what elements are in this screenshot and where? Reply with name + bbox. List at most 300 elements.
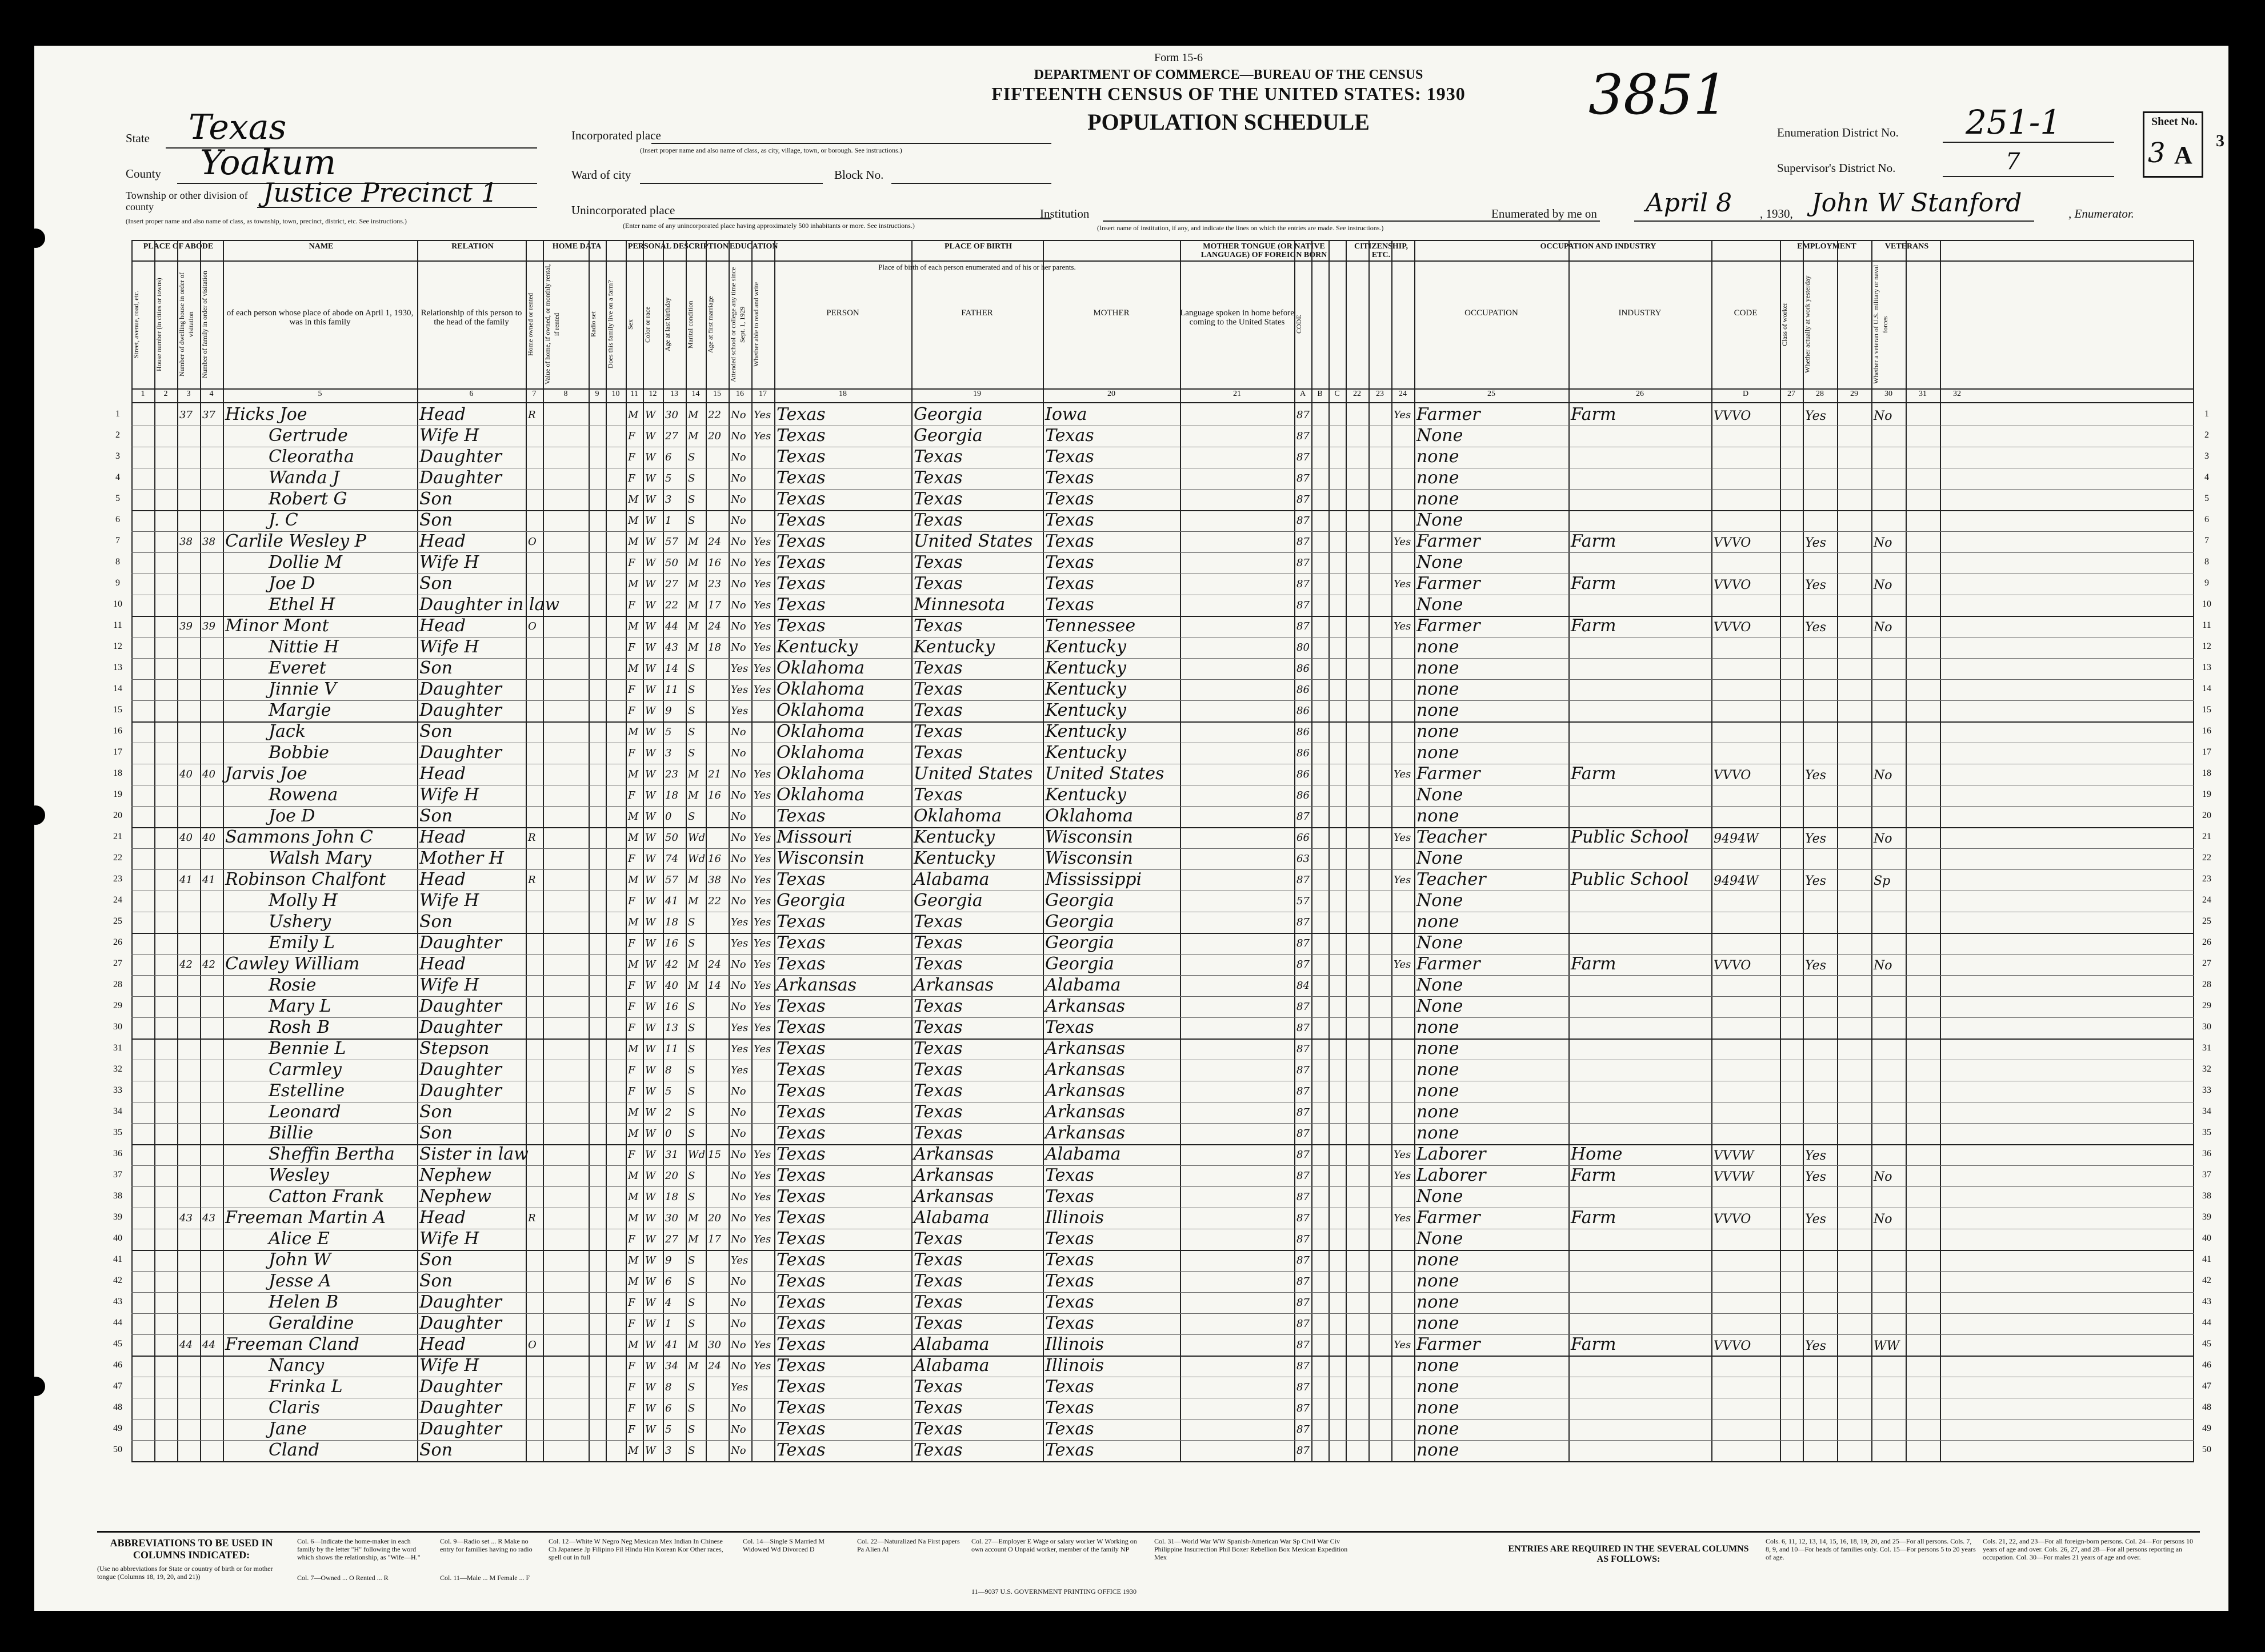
- cell-dw: 38: [179, 536, 193, 548]
- line-number: 50: [113, 1445, 122, 1454]
- cell-occ: Teacher: [1416, 827, 1486, 847]
- cell-wk: Yes: [1805, 832, 1826, 846]
- cell-name: Wanda J: [269, 468, 340, 488]
- cell-fpob: Texas: [914, 574, 963, 594]
- line-number: 24: [113, 895, 122, 905]
- cell-age: 27: [665, 1233, 678, 1245]
- col6-note: Col. 6—Indicate the home-maker in each family by the letter "H" following the word which shows the relationship, as "Wife—H.": [297, 1537, 421, 1561]
- column-number: 8: [563, 390, 568, 398]
- cell-pob: Texas: [777, 1377, 826, 1397]
- cell-occ: None: [1416, 975, 1463, 995]
- cell-occ: None: [1416, 426, 1463, 446]
- cell-occ: None: [1416, 848, 1463, 868]
- cell-sch: No: [731, 811, 746, 823]
- column-rule: [706, 240, 707, 1462]
- cell-age: 74: [665, 853, 678, 865]
- cell-ind: Public School: [1571, 869, 1689, 889]
- district-label: Enumeration District No.: [1777, 126, 1899, 139]
- cell-mpob: Kentucky: [1045, 658, 1126, 678]
- cell-sex: F: [628, 1085, 635, 1097]
- cell-code: 87: [1296, 1128, 1310, 1140]
- cell-sch: No: [731, 768, 746, 780]
- cell-sex: M: [628, 536, 639, 548]
- line-number-right: 16: [2202, 726, 2211, 736]
- column-rule: [1328, 240, 1330, 1462]
- cell-rel: Head: [419, 1334, 466, 1354]
- enumeration-year: , 1930,: [1760, 207, 1793, 220]
- column-heading-farm: Does this family live on a farm?: [606, 280, 614, 369]
- cell-dw: 37: [179, 409, 193, 421]
- column-heading-class: Class of worker: [1780, 303, 1788, 346]
- group-heading: NAME: [223, 242, 418, 251]
- cell-rd: Yes: [754, 1233, 771, 1245]
- cell-rel: Son: [419, 1102, 453, 1122]
- line-number-right: 9: [2204, 578, 2209, 588]
- cell-occ: None: [1416, 595, 1463, 615]
- cell-pob: Texas: [777, 933, 826, 953]
- cell-mpob: Kentucky: [1045, 637, 1126, 657]
- row-rule: [131, 1461, 2194, 1462]
- cell-name: Gertrude: [269, 426, 348, 446]
- cell-mpob: Texas: [1045, 510, 1094, 530]
- cell-ocode: VVVW: [1714, 1149, 1754, 1163]
- cell-pob: Texas: [777, 1313, 826, 1333]
- line-number-right: 49: [2202, 1424, 2211, 1433]
- cell-name: Jack: [269, 721, 306, 741]
- punch-hole: [26, 805, 45, 825]
- cell-mpob: Texas: [1045, 1419, 1094, 1439]
- cell-mar: M: [688, 959, 699, 971]
- cell-ind: Farm: [1571, 404, 1616, 424]
- cell-own: R: [528, 409, 536, 421]
- cell-occ: Farmer: [1416, 1208, 1480, 1228]
- cell-rel: Mother H: [419, 848, 504, 868]
- cell-cit: Yes: [1394, 959, 1411, 971]
- cell-rel: Son: [419, 510, 453, 530]
- col12-note: Col. 12—White W Negro Neg Mexican Mex Indian In Chinese Ch Japanese Jp Filipino Fil Hindu Hin Korean Kor Other races, spell out in full: [549, 1537, 723, 1561]
- column-heading-street: Street, avenue, road, etc.: [132, 290, 140, 359]
- column-number: B: [1317, 390, 1323, 398]
- cell-sex: F: [628, 1402, 635, 1414]
- cell-vet: No: [1874, 409, 1892, 423]
- cell-sch: No: [731, 1191, 746, 1203]
- cell-occ: none: [1416, 1102, 1459, 1122]
- cell-rel: Daughter: [419, 700, 502, 720]
- cell-age: 0: [665, 811, 672, 823]
- group-heading: HOME DATA: [526, 242, 627, 251]
- cell-code: 86: [1296, 705, 1310, 717]
- cell-code: 86: [1296, 726, 1310, 738]
- cell-age: 1: [665, 515, 672, 527]
- district-line: [1943, 142, 2114, 143]
- line-number: 28: [113, 980, 122, 989]
- line-number: 19: [113, 789, 122, 799]
- line-number: 47: [113, 1381, 122, 1391]
- cell-sch: No: [731, 1212, 746, 1224]
- cell-race: W: [645, 1043, 656, 1055]
- cell-code: 86: [1296, 747, 1310, 759]
- cell-occ: none: [1416, 637, 1459, 657]
- cell-vet: No: [1874, 578, 1892, 592]
- cell-name: Nittie H: [269, 637, 339, 657]
- column-heading-person: PERSON: [826, 308, 859, 318]
- cell-age: 6: [665, 1402, 672, 1414]
- cell-age: 8: [665, 1381, 672, 1393]
- cell-age: 50: [665, 557, 678, 569]
- cell-mpob: Arkansas: [1045, 1081, 1126, 1101]
- cell-name: Frinka L: [269, 1377, 343, 1397]
- cell-rd: Yes: [754, 853, 771, 865]
- cell-rel: Head: [419, 764, 466, 784]
- cell-code: 63: [1296, 853, 1310, 865]
- line-number-right: 17: [2202, 747, 2211, 757]
- cell-sch: Yes: [731, 705, 749, 717]
- cell-occ: none: [1416, 806, 1459, 826]
- cell-fpob: Texas: [914, 1038, 963, 1058]
- cell-sch: No: [731, 1233, 746, 1245]
- cell-race: W: [645, 874, 656, 886]
- cell-pob: Texas: [777, 1060, 826, 1080]
- cell-ind: Farm: [1571, 1208, 1616, 1228]
- column-rule: [1311, 240, 1312, 1462]
- cell-mar: S: [688, 663, 695, 675]
- cell-sex: F: [628, 557, 635, 569]
- column-rule: [1837, 240, 1838, 1462]
- cell-race: W: [645, 1149, 656, 1161]
- cell-rel: Daughter: [419, 1292, 502, 1312]
- cell-occ: none: [1416, 1292, 1459, 1312]
- cell-name: Freeman Martin A: [225, 1208, 386, 1228]
- column-number: 17: [759, 390, 767, 398]
- column-rule: [1871, 240, 1872, 1462]
- column-heading-marital: Marital condition: [686, 300, 694, 348]
- cell-rd: Yes: [754, 409, 771, 421]
- cell-pob: Texas: [777, 447, 826, 467]
- cell-occ: Laborer: [1416, 1165, 1486, 1185]
- cell-mar: S: [688, 1064, 695, 1076]
- cell-race: W: [645, 1106, 656, 1118]
- cell-mar: M: [688, 1233, 699, 1245]
- cell-pob: Texas: [777, 1250, 826, 1270]
- cell-race: W: [645, 747, 656, 759]
- line-number: 37: [113, 1170, 122, 1180]
- cell-age: 44: [665, 620, 678, 632]
- column-heading-language: Language spoken in home before coming to the United States: [1180, 308, 1294, 327]
- column-number: 25: [1487, 390, 1495, 398]
- cell-occ: none: [1416, 1250, 1459, 1270]
- cell-sex: F: [628, 684, 635, 696]
- cell-name: Carmley: [269, 1060, 342, 1080]
- column-number: 7: [532, 390, 537, 398]
- cell-mpob: Texas: [1045, 1377, 1094, 1397]
- cell-ind: Public School: [1571, 827, 1689, 847]
- cell-age: 27: [665, 578, 678, 590]
- cell-pob: Texas: [777, 616, 826, 636]
- cell-sch: No: [731, 557, 746, 569]
- cell-occ: none: [1416, 700, 1459, 720]
- cell-pob: Texas: [777, 404, 826, 424]
- cell-wk: Yes: [1805, 1149, 1826, 1163]
- cell-fm-age: 24: [708, 620, 721, 632]
- cell-fpob: Arkansas: [914, 1165, 994, 1185]
- column-heading-name: of each person whose place of abode on April 1, 1930, was in this family: [226, 308, 414, 327]
- column-number: C: [1334, 390, 1340, 398]
- cell-mar: M: [688, 578, 699, 590]
- cell-occ: none: [1416, 1017, 1459, 1037]
- abbrev-title: ABBREVIATIONS TO BE USED IN COLUMNS INDICATED:: [110, 1537, 273, 1561]
- line-number-right: 10: [2202, 599, 2211, 609]
- cell-pob: Texas: [777, 426, 826, 446]
- cell-race: W: [645, 959, 656, 971]
- column-heading-age-married: Age at first marriage: [706, 296, 714, 353]
- column-number: 26: [1636, 390, 1644, 398]
- cell-age: 5: [665, 1424, 672, 1436]
- cell-mpob: United States: [1045, 764, 1164, 784]
- cell-sex: F: [628, 980, 635, 992]
- cell-fm-age: 14: [708, 980, 721, 992]
- cell-sch: No: [731, 1149, 746, 1161]
- cell-sch: No: [731, 1297, 746, 1309]
- cell-fpob: Alabama: [914, 1334, 990, 1354]
- cell-rd: Yes: [754, 599, 771, 611]
- cell-wk: Yes: [1805, 536, 1826, 550]
- cell-sch: Yes: [731, 663, 749, 675]
- sheet-label: Sheet No.: [2151, 115, 2198, 128]
- col22-note: Col. 22—Naturalized Na First papers Pa Alien Al: [857, 1537, 960, 1553]
- enumerated-label: Enumerated by me on: [1491, 207, 1597, 220]
- cell-fpob: Texas: [914, 1060, 963, 1080]
- cell-sch: No: [731, 832, 746, 844]
- cell-name: Minor Mont: [225, 616, 329, 636]
- line-number: 27: [113, 959, 122, 968]
- cell-rel: Head: [419, 1208, 466, 1228]
- cell-wk: Yes: [1805, 578, 1826, 592]
- cell-sch: No: [731, 1402, 746, 1414]
- cell-sch: No: [731, 641, 746, 653]
- cell-age: 6: [665, 451, 672, 463]
- cell-fm-age: 17: [708, 1233, 721, 1245]
- cell-rd: Yes: [754, 578, 771, 590]
- cell-code: 87: [1296, 1212, 1310, 1224]
- cell-name: Freeman Cland: [225, 1334, 359, 1354]
- cell-mpob: Illinois: [1045, 1356, 1105, 1376]
- cell-fpob: Texas: [914, 912, 963, 932]
- cell-rel: Wife H: [419, 785, 479, 805]
- cell-wk: Yes: [1805, 409, 1826, 423]
- cell-name: Rosh B: [269, 1017, 330, 1037]
- cell-fpob: Texas: [914, 1271, 963, 1291]
- cell-sex: M: [628, 1212, 639, 1224]
- cell-occ: None: [1416, 891, 1463, 911]
- cell-rd: Yes: [754, 557, 771, 569]
- cell-sch: No: [731, 536, 746, 548]
- supervisor-label: Supervisor's District No.: [1777, 161, 1896, 175]
- line-number-right: 42: [2202, 1276, 2211, 1285]
- cell-vet: No: [1874, 768, 1892, 783]
- cell-sch: Yes: [731, 1254, 749, 1266]
- cell-rel: Head: [419, 869, 466, 889]
- cell-rel: Son: [419, 574, 453, 594]
- cell-pob: Oklahoma: [777, 743, 865, 763]
- cell-sex: F: [628, 1381, 635, 1393]
- cell-mpob: Texas: [1045, 531, 1094, 551]
- cell-rel: Son: [419, 489, 453, 509]
- cell-name: Mary L: [269, 996, 331, 1016]
- cell-name: Rowena: [269, 785, 338, 805]
- stamp-number: 3851: [1588, 63, 1728, 127]
- line-number: 44: [113, 1318, 122, 1328]
- cell-cit: Yes: [1394, 578, 1411, 590]
- cell-sch: No: [731, 1085, 746, 1097]
- cell-race: W: [645, 1318, 656, 1330]
- cell-pob: Texas: [777, 1356, 826, 1376]
- cell-mpob: Kentucky: [1045, 721, 1126, 741]
- line-number: 48: [113, 1402, 122, 1412]
- cell-occ: none: [1416, 658, 1459, 678]
- cell-fpob: Texas: [914, 447, 963, 467]
- column-rule: [526, 240, 527, 1462]
- cell-mar: S: [688, 1254, 695, 1266]
- cell-name: John W: [269, 1250, 331, 1270]
- cell-age: 16: [665, 1001, 678, 1013]
- cell-sex: F: [628, 1001, 635, 1013]
- cell-rel: Daughter: [419, 679, 502, 699]
- cell-sch: No: [731, 599, 746, 611]
- cell-rel: Daughter: [419, 1398, 502, 1418]
- cell-rel: Daughter: [419, 1419, 502, 1439]
- cell-age: 13: [665, 1022, 678, 1034]
- cell-race: W: [645, 768, 656, 780]
- cell-occ: none: [1416, 489, 1459, 509]
- column-number: 32: [1953, 390, 1961, 398]
- cell-code: 87: [1296, 515, 1310, 527]
- cell-mar: S: [688, 1022, 695, 1034]
- cell-age: 18: [665, 916, 678, 928]
- cell-vet: No: [1874, 959, 1892, 973]
- cell-sex: F: [628, 599, 635, 611]
- cell-mpob: Texas: [1045, 1313, 1094, 1333]
- column-number: A: [1299, 390, 1306, 398]
- cell-sch: No: [731, 494, 746, 506]
- cell-ocode: 9494W: [1714, 874, 1759, 888]
- cell-mpob: Arkansas: [1045, 1123, 1126, 1143]
- cell-own: R: [528, 832, 536, 844]
- cell-sex: M: [628, 1339, 639, 1351]
- line-number: 16: [113, 726, 122, 736]
- cell-age: 5: [665, 726, 672, 738]
- column-heading-mother: MOTHER: [1093, 308, 1130, 318]
- cell-rel: Daughter: [419, 1377, 502, 1397]
- cell-code: 87: [1296, 1339, 1310, 1351]
- cell-mar: S: [688, 472, 695, 484]
- cell-mpob: Illinois: [1045, 1208, 1105, 1228]
- cell-sex: M: [628, 620, 639, 632]
- cell-age: 30: [665, 1212, 678, 1224]
- township-label: Township or other division of county: [126, 190, 248, 212]
- cell-code: 57: [1296, 895, 1310, 907]
- cell-mar: M: [688, 641, 699, 653]
- cell-name: Ethel H: [269, 595, 335, 615]
- cell-mpob: Kentucky: [1045, 700, 1126, 720]
- cell-vet: No: [1874, 1212, 1892, 1226]
- entries-a: Cols. 6, 11, 12, 13, 14, 15, 16, 18, 19, 20, and 25—For all persons. Cols. 7, 8, 9, and 10—For heads of families only. Col. 15—For persons 5 to 20 years of age.: [1766, 1537, 1976, 1561]
- column-heading-industry: INDUSTRY: [1618, 308, 1662, 318]
- cell-pob: Texas: [777, 1398, 826, 1418]
- cell-age: 11: [665, 684, 678, 696]
- cell-ind: Farm: [1571, 531, 1616, 551]
- cell-rd: Yes: [754, 937, 771, 949]
- column-number: 23: [1376, 390, 1384, 398]
- cell-rel: Daughter: [419, 1313, 502, 1333]
- cell-mpob: Texas: [1045, 1250, 1094, 1270]
- cell-pob: Arkansas: [777, 975, 857, 995]
- cell-ind: Farm: [1571, 1165, 1616, 1185]
- cell-sch: No: [731, 1128, 746, 1140]
- cell-name: Helen B: [269, 1292, 339, 1312]
- line-number: 43: [113, 1297, 122, 1306]
- cell-fpob: Texas: [914, 1440, 963, 1460]
- column-rule: [177, 240, 178, 1462]
- cell-race: W: [645, 1191, 656, 1203]
- cell-mar: M: [688, 536, 699, 548]
- cell-mpob: Texas: [1045, 1186, 1094, 1206]
- county-label: County: [126, 167, 161, 181]
- cell-race: W: [645, 1381, 656, 1393]
- cell-rd: Yes: [754, 1149, 771, 1161]
- line-number-right: 41: [2202, 1254, 2211, 1264]
- line-number: 35: [113, 1128, 122, 1137]
- cell-sch: No: [731, 895, 746, 907]
- cell-vet: No: [1874, 620, 1892, 635]
- cell-name: Jarvis Joe: [225, 764, 307, 784]
- cell-pob: Texas: [777, 912, 826, 932]
- cell-mar: Wd: [688, 832, 706, 844]
- cell-rd: Yes: [754, 663, 771, 675]
- cell-vet: WW: [1874, 1339, 1900, 1353]
- line-number-right: 40: [2202, 1233, 2211, 1243]
- cell-fpob: Georgia: [914, 404, 983, 424]
- column-heading-occupation: OCCUPATION: [1464, 308, 1518, 318]
- cell-race: W: [645, 1445, 656, 1457]
- group-heading: PLACE OF BIRTH: [774, 242, 1181, 251]
- cell-fm: 39: [202, 620, 215, 632]
- cell-race: W: [645, 789, 656, 801]
- cell-age: 40: [665, 980, 678, 992]
- cell-race: W: [645, 1402, 656, 1414]
- column-rule: [729, 240, 730, 1462]
- cell-age: 23: [665, 768, 678, 780]
- cell-fpob: Texas: [914, 658, 963, 678]
- cell-wk: Yes: [1805, 1170, 1826, 1184]
- cell-mpob: Georgia: [1045, 912, 1114, 932]
- cell-mar: M: [688, 1339, 699, 1351]
- cell-mpob: Georgia: [1045, 933, 1114, 953]
- cell-name: Everet: [269, 658, 326, 678]
- cell-code: 87: [1296, 1402, 1310, 1414]
- cell-occ: none: [1416, 679, 1459, 699]
- cell-pob: Texas: [777, 510, 826, 530]
- cell-fm-age: 23: [708, 578, 721, 590]
- cell-mar: S: [688, 1424, 695, 1436]
- cell-cit: Yes: [1394, 1339, 1411, 1351]
- cell-fpob: United States: [914, 531, 1033, 551]
- cell-mar: S: [688, 747, 695, 759]
- column-rule: [1803, 240, 1804, 1462]
- cell-sex: M: [628, 832, 639, 844]
- cell-age: 1: [665, 1318, 672, 1330]
- col27-note: Col. 27—Employer E Wage or salary worker W Working on own account O Unpaid worker, member of the family NP: [971, 1537, 1137, 1553]
- cell-pob: Texas: [777, 531, 826, 551]
